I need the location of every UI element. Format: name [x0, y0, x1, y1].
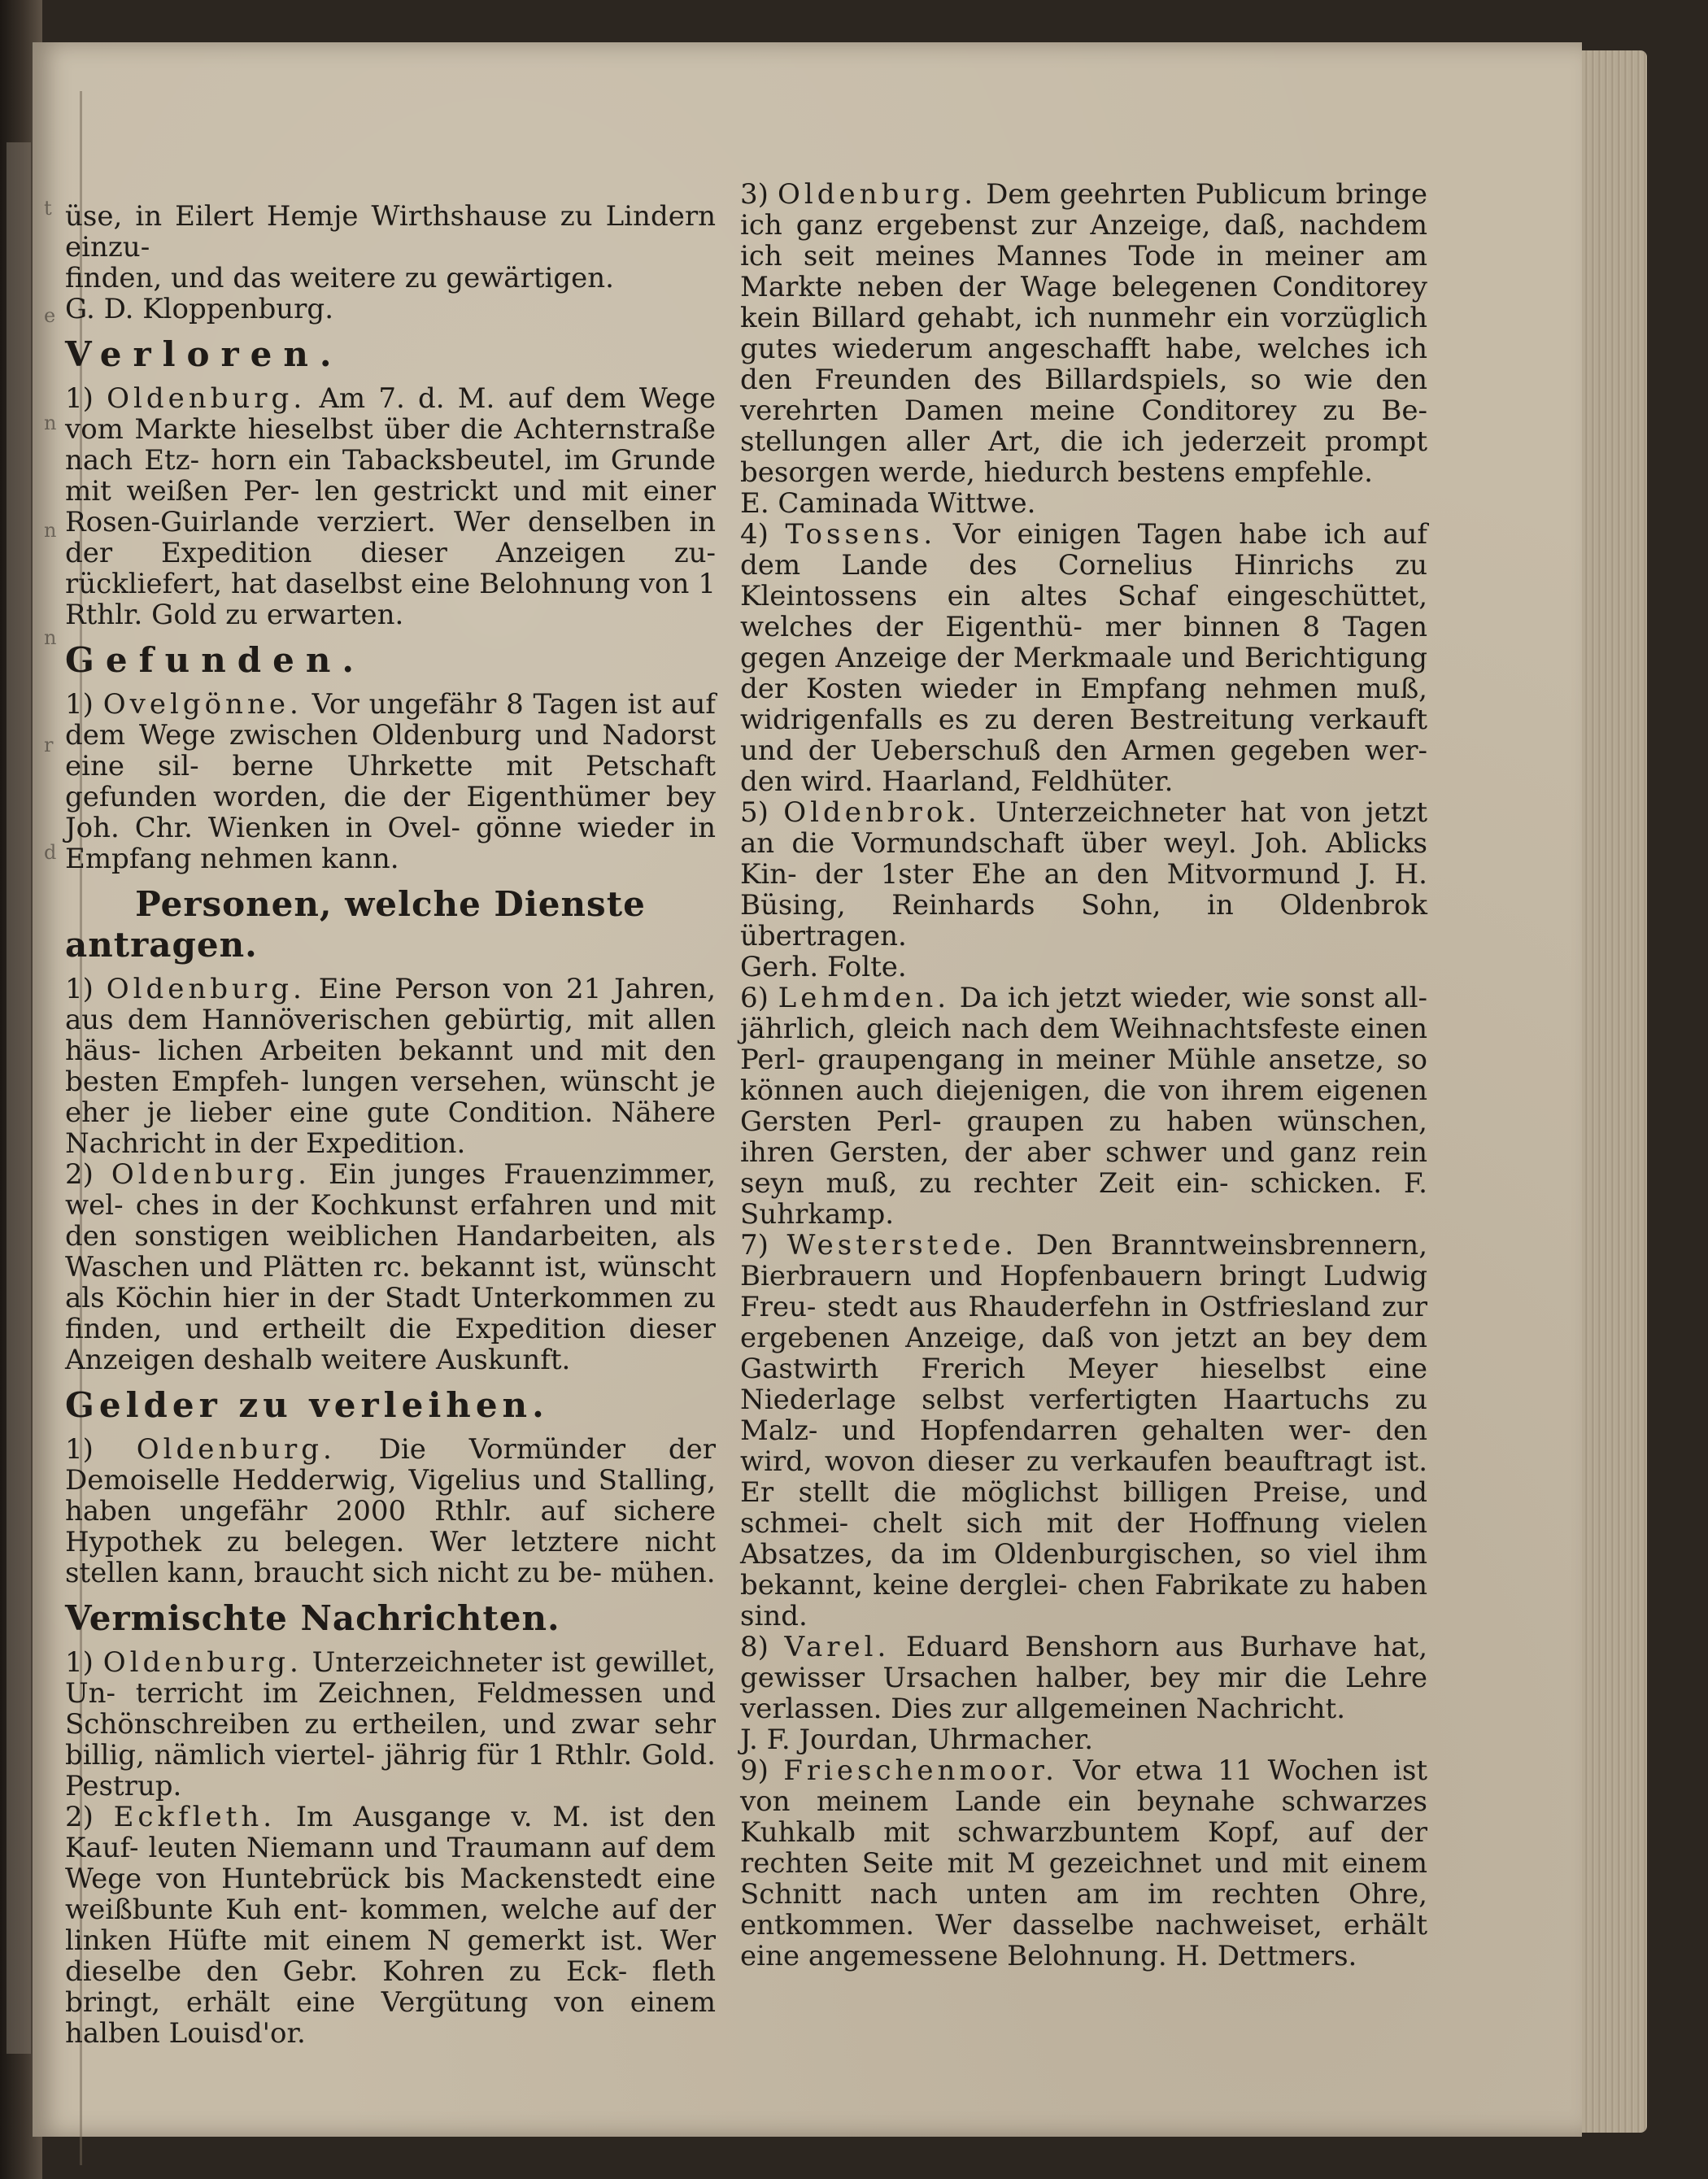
entry-text: Dem geehrten Publicum bringe ich ganz ergebenst zur Anzeige, daß, nachdem ich seit meines Mannes Tode in meiner am Markte neben der Wage belegenen Conditorey kein Billard gehabt, ich nunmehr ein vorzüglich gutes wiederum angeschafft habe, welches ich den Freunden des Billardspiels, so wie den verehrten Damen meine Conditorey zu Be- stellungen aller Art, die ich jederzeit prompt besorgen werde, hiedurch bestens empfehle.: [740, 178, 1427, 489]
margin-letter: d: [44, 841, 57, 864]
entry-text: Vor einigen Tagen habe ich auf dem Lande des Cornelius Hinrichs zu Kleintossens ein altes Schaf eingeschüttet, welches der Eigenthü- mer binnen 8 Tagen gegen Anzeige der Merkmaale und Berichtigung der Kosten wieder in Empfang nehmen muß, widrigenfalls es zu deren Bestreitung verkauft und der Ueberschuß den Armen gegeben wer- den wird.: [740, 518, 1427, 798]
entry-number: 1): [65, 973, 94, 1005]
entry-place: Westerstede.: [786, 1229, 1018, 1262]
notice-entry: [740, 519, 1427, 797]
entry-number: 1): [65, 1433, 94, 1466]
facing-page-strip: [7, 142, 31, 2054]
entry-text: Unterzeichneter hat von jetzt an die Vormundschaft über weyl. Joh. Ablicks Kin- der 1ster Ehe an den Mitvormund J. H. Büsing, Reinhards Sohn, in Oldenbrok übertragen.: [740, 796, 1427, 952]
entry-signature: F. Suhrkamp.: [740, 1167, 1427, 1231]
newspaper-page: [33, 42, 1582, 2137]
entry-text: Da ich jetzt wieder, wie sonst all- jährlich, gleich nach dem Weihnachtsfeste einen Perl- graupengang in meiner Mühle ansetze, so können auch diejenigen, die von ihrem eigenen Gersten Perl- graupen zu haben wünschen, ihren Gersten, der aber schwer und ganz rein seyn muß, zu rechter Zeit ein- schicken.: [740, 982, 1428, 1200]
entry-place: Oldenburg.: [111, 1158, 311, 1191]
entry-place: Tossens.: [785, 518, 937, 551]
intro-line: finden, und das weitere zu gewärtigen.: [65, 262, 614, 294]
section-heading-gefunden: Gefunden.: [65, 640, 365, 680]
entry-place: Lehmden.: [778, 982, 951, 1014]
entry-number: 1): [65, 1646, 94, 1679]
entry-number: 7): [740, 1229, 769, 1262]
right-column: [740, 179, 1427, 1972]
entry-place: Ovelgönne.: [102, 688, 303, 721]
entry-number: 3): [740, 178, 769, 211]
entry-number: 4): [740, 518, 769, 551]
notice-entry: [65, 1802, 716, 2049]
left-column: [65, 201, 716, 2049]
notice-entry: [65, 383, 716, 630]
notice-entry: [740, 983, 1427, 1230]
entry-number: 1): [65, 382, 94, 415]
entry-place: Oldenbrok.: [783, 796, 981, 829]
entry-text: Eine Person von 21 Jahren, aus dem Hannöverischen gebürtig, mit allen häus- lichen Arbeiten bekannt und mit den besten Empfeh- lungen versehen, wünscht je eher je lieber eine gute Condition. Nähere Nachricht in der Expedition.: [65, 973, 717, 1160]
entry-signature: Gerh. Folte.: [740, 951, 907, 983]
notice-entry: [65, 1647, 716, 1802]
margin-letter: r: [44, 734, 54, 756]
intro-signature: G. D. Kloppenburg.: [65, 293, 334, 325]
entry-signature: Pestrup.: [65, 1770, 182, 1802]
entry-place: Oldenburg.: [778, 178, 978, 211]
entry-text: Den Branntweinsbrennern, Bierbrauern und Hopfenbauern bringt Ludwig Freu- stedt aus Rhauderfehn in Ostfriesland zur ergebenen Anzeige, daß von jetzt an bey dem Gastwirth Frerich Meyer hieselbst eine Niederlage selbst verfertigten Haartuchs zu Malz- und Hopfendarren gehalten wer- den wird, wovon dieser zu verkaufen beauftragt ist. Er stellt die möglichst billigen Preise, und schmei- chelt sich mit der Hoffnung vielen Absatzes, da im Oldenburgischen, so viel ihm bekannt, keine derglei- chen Fabrikate zu haben sind.: [740, 1229, 1428, 1632]
margin-letter: t: [44, 197, 52, 220]
entry-place: Oldenburg.: [102, 1646, 303, 1679]
entry-number: 2): [65, 1801, 94, 1833]
entry-text: Im Ausgange v. M. ist den Kauf- leuten Niemann und Traumann auf dem Wege von Huntebrück bis Mackenstedt eine weißbunte Kuh ent- kommen, welche auf der linken Hüfte mit einem N gemerkt ist. Wer dieselbe den Gebr. Kohren zu Eck- fleth bringt, erhält eine Vergütung von einem halben Louisd'or.: [65, 1801, 716, 2050]
entry-number: 5): [740, 796, 769, 829]
entry-signature: Haarland, Feldhüter.: [882, 765, 1174, 798]
entry-text: Die Vormünder der Demoiselle Hedderwig, Vigelius und Stalling, haben ungefähr 2000 Rthlr. auf sichere Hypothek zu belegen. Wer letztere nicht stellen kann, braucht sich nicht zu be- mühen.: [65, 1433, 717, 1589]
entry-place: Varel.: [784, 1631, 891, 1663]
notice-entry: [65, 1434, 716, 1588]
entry-text: Unterzeichneter ist gewillet, Un- terricht im Zeichnen, Feldmessen und Schönschreiben zu ertheilen, und zwar sehr billig, nämlich viertel- jährig für 1 Rthlr. Gold.: [65, 1646, 716, 1772]
page-stack-edges: [1582, 50, 1647, 2133]
margin-letter: e: [44, 304, 56, 327]
section-heading-gelder: Gelder zu verleihen.: [65, 1385, 549, 1425]
section-heading-verloren: Verloren.: [65, 334, 343, 374]
entry-text: Vor ungefähr 8 Tagen ist auf dem Wege zwischen Oldenburg und Nadorst eine sil- berne Uhrkette mit Petschaft gefunden worden, die der Eigenthümer bey Joh. Chr. Wienken in Ovel- gönne wieder in Empfang nehmen kann.: [65, 688, 717, 875]
entry-place: Oldenburg.: [106, 973, 306, 1005]
entry-number: 1): [65, 688, 94, 721]
section-heading-vermischte: Vermischte Nachrichten.: [65, 1598, 560, 1638]
entry-signature: J. F. Jourdan, Uhrmacher.: [740, 1724, 1094, 1756]
entry-text: Eduard Benshorn aus Burhave hat, gewisser Ursachen halber, bey mir die Lehre verlassen. Dies zur allgemeinen Nachricht.: [740, 1631, 1428, 1725]
intro-line: üse, in Eilert Hemje Wirthshause zu Lindern einzu-: [65, 200, 716, 264]
entry-text: Vor etwa 11 Wochen ist von meinem Lande ein beynahe schwarzes Kuhkalb mit schwarzbuntem Kopf, auf der rechten Seite mit M gezeichnet und mit einem Schnitt nach unten am im rechten Ohre, entkommen. Wer dasselbe nachweiset, erhält eine angemessene Belohnung. H. Dettmers.: [740, 1754, 1428, 1972]
entry-number: 8): [740, 1631, 769, 1663]
entry-text: Am 7. d. M. auf dem Wege vom Markte hieselbst über die Achternstraße nach Etz- horn ein Tabacksbeutel, im Grunde mit weißen Per- len gestrickt und mit einer Rosen-Guirlande verziert. Wer denselben in der Expedition dieser Anzeigen zu- rückliefert, hat daselbst eine Belohnung von 1 Rthlr. Gold zu erwarten.: [65, 382, 716, 631]
entry-number: 9): [740, 1754, 769, 1787]
notice-entry: [65, 974, 716, 1159]
margin-letter: n: [44, 519, 57, 542]
entry-signature: E. Caminada Wittwe.: [740, 487, 1036, 520]
notice-entry: [740, 179, 1427, 488]
entry-place: Oldenburg.: [107, 382, 307, 415]
notice-entry: [65, 1159, 716, 1375]
entry-number: 2): [65, 1158, 94, 1191]
entry-place: Frieschenmoor.: [783, 1754, 1058, 1787]
notice-entry: [740, 1632, 1427, 1724]
notice-entry: [740, 1230, 1427, 1632]
section-heading-personen: Personen, welche Dienste antragen.: [65, 884, 646, 965]
margin-letter: n: [44, 626, 57, 649]
entry-place: Eckfleth.: [113, 1801, 277, 1833]
notice-entry: [740, 797, 1427, 952]
notice-entry: [740, 1755, 1427, 1972]
entry-number: 6): [740, 982, 769, 1014]
notice-entry: [65, 689, 716, 874]
entry-text: Ein junges Frauenzimmer, wel- ches in der Kochkunst erfahren und mit den sonstigen weiblichen Handarbeiten, als Waschen und Plätten rc. bekannt ist, wünscht als Köchin hier in der Stadt Unterkommen zu finden, und ertheilt die Expedition dieser Anzeigen deshalb weitere Auskunft.: [65, 1158, 716, 1376]
entry-place: Oldenburg.: [136, 1433, 336, 1466]
margin-letter: n: [44, 412, 57, 434]
